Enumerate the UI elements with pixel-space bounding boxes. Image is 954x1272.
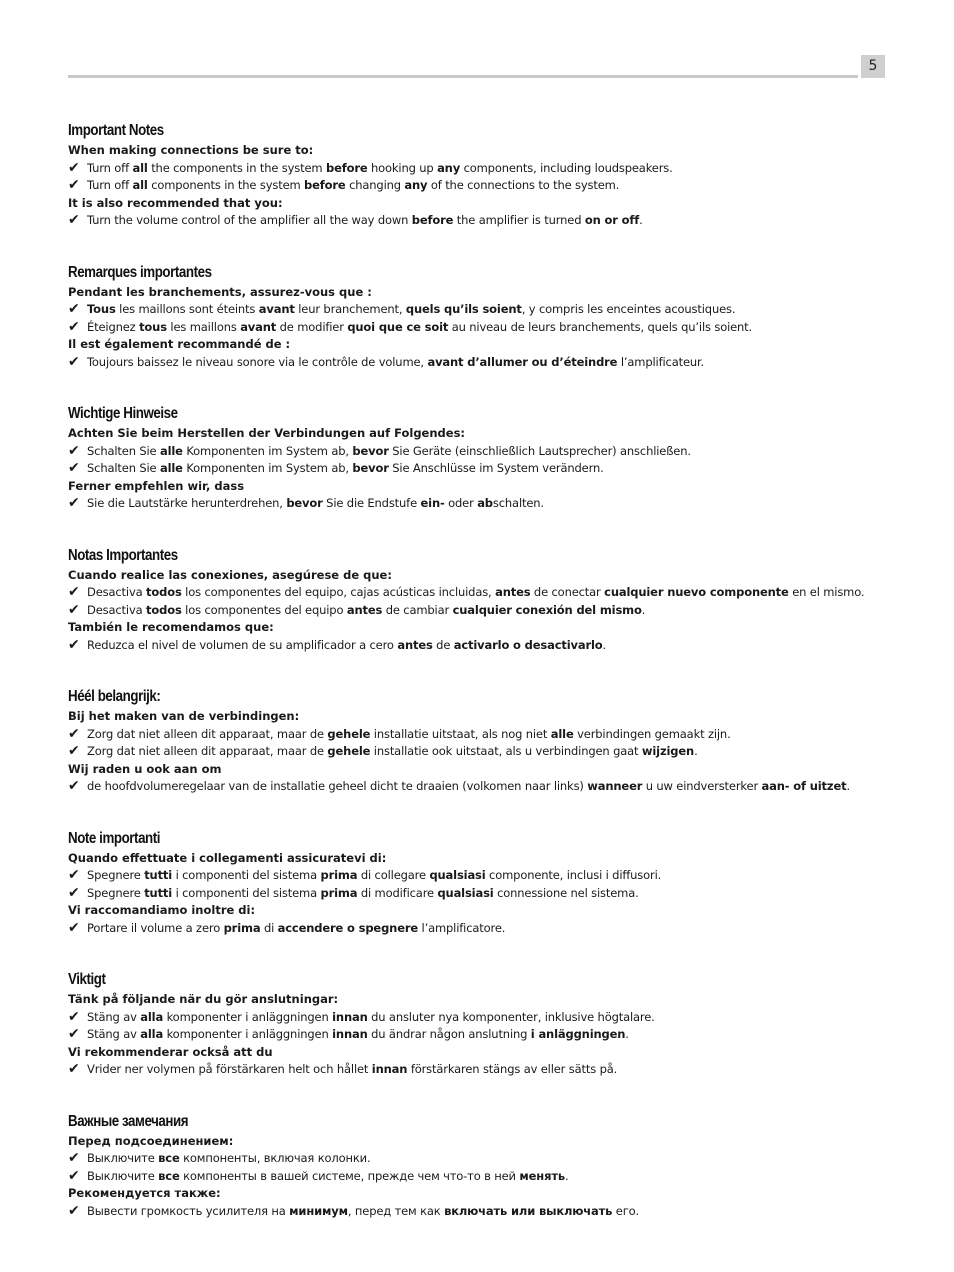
text-run: components, including loudspeakers.	[460, 160, 673, 175]
emphasis-text: innan	[332, 1009, 368, 1024]
section-subheading: Tänk på följande när du gör anslutningar:	[68, 992, 339, 1006]
checklist-item	[68, 885, 868, 903]
item-text	[87, 1010, 655, 1024]
emphasis-text: antes	[346, 602, 383, 617]
text-run: komponenter i anläggningen	[163, 1009, 333, 1024]
text-run: его.	[612, 1203, 639, 1218]
section-subheading: When making connections be sure to:	[68, 143, 314, 157]
text-run: Desactiva	[87, 602, 147, 617]
text-run: the components in the system	[147, 160, 326, 175]
text-run: hooking up	[367, 160, 438, 175]
item-text	[87, 161, 673, 175]
checklist-item	[68, 726, 868, 744]
text-run: i componenti del sistema	[172, 868, 321, 882]
checklist-item	[68, 602, 868, 620]
section-heading: Important Notes	[68, 122, 164, 139]
checklist-item	[68, 867, 868, 885]
item-text	[87, 886, 639, 900]
checkmark-icon: ✔	[68, 636, 80, 653]
section-subheading: Перед подсоединением:	[68, 1133, 234, 1148]
emphasis-text: минимум	[289, 1203, 348, 1218]
text-run: Reduzca el nivel de volumen de su amplificador a cero	[87, 637, 398, 652]
emphasis-text: any	[404, 178, 428, 192]
emphasis-text: alle	[550, 726, 574, 741]
emphasis-text: aan- of uitzet	[761, 779, 847, 793]
emphasis-text: todos	[146, 585, 182, 599]
emphasis-text: activarlo o desactivarlo	[453, 637, 603, 652]
top-rule	[68, 75, 858, 78]
emphasis-text: cualquier conexión del mismo	[452, 602, 642, 617]
text-run: au niveau de leurs branchements, quels qu’ils soient.	[448, 319, 753, 334]
checklist-item	[68, 1150, 868, 1168]
text-run: Komponenten im System ab,	[182, 443, 353, 458]
checkmark-icon: ✔	[68, 1167, 80, 1184]
emphasis-text: ein-	[420, 496, 445, 510]
text-run: di collegare	[357, 868, 430, 882]
notes-section	[68, 262, 868, 404]
emphasis-text: avant d’allumer ou d’éteindre	[427, 354, 618, 369]
emphasis-text: все	[158, 1151, 180, 1165]
text-run: компоненты в вашей системе, прежде чем что-то в ней	[179, 1168, 520, 1183]
checklist-item	[68, 177, 868, 195]
text-run: installatie ook uitstaat, als u verbindingen gaat	[370, 744, 642, 758]
checklist-item	[68, 495, 868, 513]
checkmark-icon: ✔	[68, 884, 80, 901]
checkmark-icon: ✔	[68, 353, 80, 370]
checkmark-icon: ✔	[68, 495, 80, 511]
text-run: Turn the volume control of the amplifier all the way down	[87, 213, 412, 227]
emphasis-text: avant	[258, 302, 295, 316]
checklist-item	[68, 460, 868, 478]
item-text	[87, 585, 864, 599]
checklist-item	[68, 1203, 868, 1221]
text-run: oder	[444, 496, 478, 510]
checkmark-icon: ✔	[68, 442, 80, 459]
text-run: de cambiar	[382, 602, 453, 617]
text-run: Выключите	[87, 1151, 159, 1165]
text-run: di modificare	[357, 885, 438, 900]
text-run: the amplifier is turned	[453, 213, 585, 227]
checkmark-icon: ✔	[68, 460, 80, 476]
emphasis-text: wijzigen	[641, 744, 695, 758]
text-run: Sie Anschlüsse im System verändern.	[388, 461, 604, 475]
checkmark-icon: ✔	[68, 867, 80, 883]
emphasis-text: включать или выключать	[444, 1203, 613, 1218]
text-run: .	[625, 1027, 629, 1041]
emphasis-text: qualsiasi	[437, 885, 494, 900]
checkmark-icon: ✔	[68, 1150, 80, 1166]
item-text	[87, 355, 704, 369]
item-text	[87, 603, 645, 617]
section-heading: Héél belangrijk:	[68, 688, 161, 705]
checklist-item	[68, 584, 868, 602]
section-heading: Viktigt	[68, 971, 106, 988]
text-run: Vrider ner volymen på förstärkaren helt och hållet	[87, 1062, 372, 1076]
emphasis-text: alle	[159, 443, 183, 458]
checklist-item	[68, 1061, 868, 1079]
text-run: Выключите	[87, 1168, 159, 1183]
section-subheading: También le recomendamos que:	[68, 620, 274, 634]
emphasis-text: prima	[223, 920, 261, 935]
checkmark-icon: ✔	[68, 159, 80, 176]
emphasis-text: i anläggningen	[530, 1027, 626, 1041]
checklist-item	[68, 354, 868, 372]
emphasis-text: antes	[495, 585, 531, 599]
checklist-item	[68, 212, 868, 230]
section-subheading: Vi rekommenderar också att du	[68, 1044, 273, 1059]
checklist-item	[68, 301, 868, 319]
text-run: , y compris les enceintes acoustiques.	[521, 302, 736, 316]
text-run: Spegnere	[87, 885, 145, 900]
emphasis-text: gehele	[327, 744, 371, 758]
checklist-item	[68, 778, 868, 796]
section-subheading: Achten Sie beim Herstellen der Verbindungen auf Folgendes:	[68, 426, 466, 440]
text-run: Zorg dat niet alleen dit apparaat, maar de	[87, 726, 328, 741]
emphasis-text: before	[304, 178, 346, 192]
checkmark-icon: ✔	[68, 212, 80, 228]
emphasis-text: tous	[139, 319, 167, 334]
item-text	[87, 444, 691, 458]
checkmark-icon: ✔	[68, 177, 80, 193]
item-text	[87, 727, 731, 741]
text-run: компоненты, включая колонки.	[179, 1151, 371, 1165]
checklist-item	[68, 637, 868, 655]
checkmark-icon: ✔	[68, 743, 80, 759]
emphasis-text: any	[437, 160, 461, 175]
text-run: changing	[345, 178, 405, 192]
emphasis-text: quels qu’ils soient	[405, 302, 522, 316]
item-text	[87, 921, 505, 935]
checkmark-icon: ✔	[68, 778, 80, 794]
item-text	[87, 1062, 617, 1076]
text-run: du ändrar någon anslutning	[367, 1027, 531, 1041]
text-run: l’amplificateur.	[617, 354, 705, 369]
checkmark-icon: ✔	[68, 1202, 80, 1219]
section-subheading: Pendant les branchements, assurez-vous que :	[68, 284, 372, 299]
emphasis-text: tutti	[144, 885, 173, 900]
text-run: Zorg dat niet alleen dit apparaat, maar de	[87, 744, 328, 758]
notes-section	[68, 403, 868, 545]
emphasis-text: все	[158, 1168, 180, 1183]
emphasis-text: wanneer	[587, 779, 643, 793]
text-run: Sie die Lautstärke herunterdrehen,	[87, 496, 287, 510]
text-run: componente, inclusi i diffusori.	[485, 868, 662, 882]
checkmark-icon: ✔	[68, 919, 80, 936]
text-run: les maillons sont éteints	[115, 302, 259, 316]
section-subheading: Bij het maken van de verbindingen:	[68, 709, 300, 723]
emphasis-text: alla	[140, 1009, 164, 1024]
section-heading: Remarques importantes	[68, 263, 212, 281]
section-subheading: Cuando realice las conexiones, asegúrese de que:	[68, 567, 392, 582]
checklist-item	[68, 160, 868, 178]
item-text	[87, 638, 606, 652]
text-run: les maillons	[166, 319, 241, 334]
checklist-item	[68, 1168, 868, 1186]
text-run: Stäng av	[87, 1027, 141, 1041]
checklist-item	[68, 1026, 868, 1044]
section-subheading: Il est également recommandé de :	[68, 337, 291, 351]
item-text	[87, 496, 544, 510]
text-run: .	[641, 602, 646, 617]
checkmark-icon: ✔	[68, 1026, 80, 1042]
notes-section	[68, 686, 868, 828]
notes-section	[68, 828, 868, 970]
text-run: du ansluter nya komponenter, inklusive högtalare.	[367, 1009, 655, 1024]
notes-section	[68, 1111, 868, 1253]
checkmark-icon: ✔	[68, 318, 80, 335]
text-run: di	[260, 920, 278, 935]
section-subheading: Quando effettuate i collegamenti assicuratevi di:	[68, 850, 387, 865]
item-text	[87, 744, 698, 758]
emphasis-text: tutti	[144, 868, 173, 882]
checkmark-icon: ✔	[68, 1061, 80, 1077]
section-subheading: Vi raccomandiamo inoltre di:	[68, 903, 256, 917]
text-run: i componenti del sistema	[172, 885, 321, 900]
item-text	[87, 1027, 629, 1041]
section-subheading: Ferner empfehlen wir, dass	[68, 478, 245, 493]
notes-section	[68, 120, 868, 262]
text-run: förstärkaren stängs av eller sätts på.	[407, 1062, 618, 1076]
checklist-item	[68, 443, 868, 461]
emphasis-text: bevor	[286, 496, 323, 510]
section-heading: Важные замечания	[68, 1112, 189, 1130]
checkmark-icon: ✔	[68, 584, 80, 600]
emphasis-text: ab	[477, 496, 493, 510]
emphasis-text: bevor	[352, 461, 389, 475]
text-run: .	[602, 637, 607, 652]
text-run: komponenter i anläggningen	[163, 1027, 333, 1041]
item-text	[87, 1204, 639, 1218]
text-run: Komponenten im System ab,	[182, 461, 353, 475]
emphasis-text: todos	[146, 602, 182, 617]
text-run: Вывести громкость усилителя на	[87, 1203, 290, 1218]
item-text	[87, 1169, 568, 1183]
text-run: Schalten Sie	[87, 461, 160, 475]
emphasis-text: quoi que ce soit	[347, 319, 449, 334]
emphasis-text: alla	[140, 1027, 164, 1041]
notes-section	[68, 545, 868, 687]
text-run: Portare il volume a zero	[87, 920, 224, 935]
emphasis-text: менять	[519, 1168, 565, 1183]
text-run: de conectar	[530, 585, 605, 599]
notes-content	[68, 120, 868, 1252]
section-heading: Note importanti	[68, 829, 161, 847]
item-text	[87, 213, 643, 227]
emphasis-text: antes	[397, 637, 433, 652]
item-text	[87, 178, 619, 192]
text-run: Éteignez	[87, 319, 140, 334]
checkmark-icon: ✔	[68, 1008, 80, 1025]
text-run: Turn off	[87, 178, 133, 192]
text-run: Toujours baissez le niveau sonore via le contrôle de volume,	[87, 354, 428, 369]
item-text	[87, 302, 735, 316]
emphasis-text: innan	[332, 1027, 368, 1041]
page-number: 5	[861, 55, 885, 78]
emphasis-text: all	[132, 160, 148, 175]
text-run: .	[846, 779, 850, 793]
emphasis-text: alle	[159, 461, 183, 475]
text-run: los componentes del equipo	[181, 602, 347, 617]
checklist-item	[68, 319, 868, 337]
text-run: u uw eindversterker	[642, 779, 762, 793]
emphasis-text: before	[325, 160, 368, 175]
checklist-item	[68, 743, 868, 761]
item-text	[87, 320, 752, 334]
text-run: Spegnere	[87, 868, 145, 882]
notes-section	[68, 969, 868, 1111]
section-heading: Notas Importantes	[68, 546, 178, 564]
text-run: .	[639, 213, 643, 227]
text-run: los componentes del equipo, cajas acústicas incluidas,	[181, 585, 496, 599]
text-run: l’amplificatore.	[418, 920, 506, 935]
emphasis-text: before	[411, 213, 454, 227]
emphasis-text: accendere o spegnere	[277, 920, 419, 935]
section-subheading: It is also recommended that you:	[68, 195, 283, 210]
item-text	[87, 461, 604, 475]
text-run: Sie Geräte (einschließlich Lautsprecher) anschließen.	[388, 443, 691, 458]
checkmark-icon: ✔	[68, 301, 80, 317]
emphasis-text: on or off	[584, 213, 640, 227]
text-run: schalten.	[492, 496, 544, 510]
text-run: , перед тем как	[347, 1203, 445, 1218]
item-text	[87, 779, 850, 793]
checklist-item	[68, 920, 868, 938]
emphasis-text: all	[132, 178, 148, 192]
emphasis-text: prima	[320, 885, 358, 900]
section-subheading: Wij raden u ook aan om	[68, 761, 222, 776]
emphasis-text: innan	[371, 1062, 408, 1076]
text-run: components in the system	[147, 178, 305, 192]
text-run: .	[564, 1168, 569, 1183]
emphasis-text: Tous	[87, 302, 116, 316]
checklist-item	[68, 1009, 868, 1027]
text-run: Turn off	[87, 160, 133, 175]
text-run: de modifier	[276, 319, 348, 334]
text-run: de	[432, 637, 454, 652]
text-run: en el mismo.	[788, 585, 865, 599]
text-run: Schalten Sie	[87, 443, 160, 458]
section-subheading: Рекомендуется также:	[68, 1186, 221, 1200]
text-run: of the connections to the system.	[427, 178, 620, 192]
item-text	[87, 1151, 370, 1165]
checkmark-icon: ✔	[68, 725, 80, 742]
text-run: .	[694, 744, 698, 758]
text-run: Stäng av	[87, 1009, 141, 1024]
emphasis-text: bevor	[352, 443, 389, 458]
text-run: Desactiva	[87, 585, 147, 599]
emphasis-text: cualquier nuevo componente	[604, 585, 789, 599]
emphasis-text: qualsiasi	[429, 868, 486, 882]
text-run: leur branchement,	[294, 302, 406, 316]
emphasis-text: avant	[240, 319, 277, 334]
text-run: Sie die Endstufe	[322, 496, 421, 510]
emphasis-text: prima	[320, 868, 358, 882]
text-run: verbindingen gemaakt zijn.	[573, 726, 731, 741]
emphasis-text: gehele	[327, 726, 371, 741]
text-run: installatie uitstaat, als nog niet	[370, 726, 551, 741]
text-run: connessione nel sistema.	[493, 885, 639, 900]
text-run: de hoofdvolumeregelaar van de installatie geheel dicht te draaien (volkomen naar links)	[87, 779, 588, 793]
checkmark-icon: ✔	[68, 601, 80, 618]
section-heading: Wichtige Hinweise	[68, 405, 178, 422]
item-text	[87, 868, 661, 882]
